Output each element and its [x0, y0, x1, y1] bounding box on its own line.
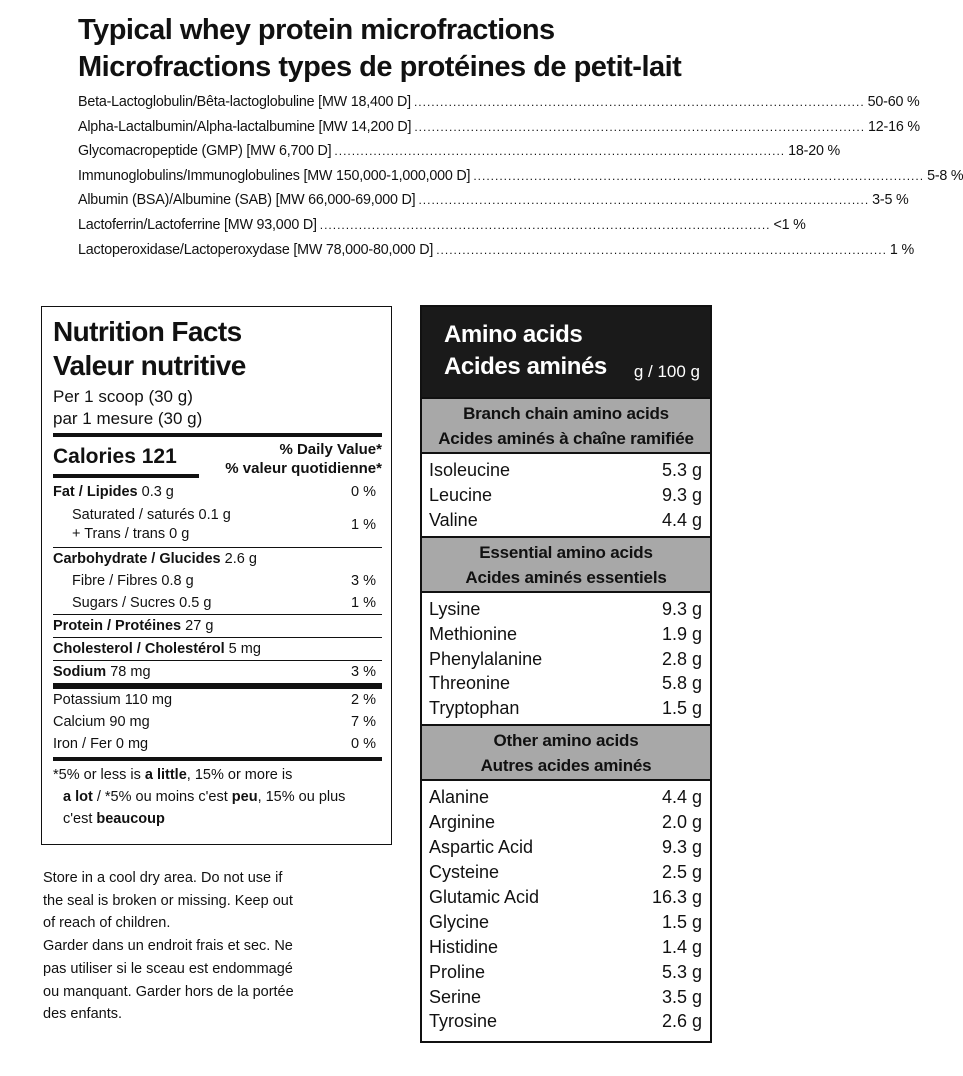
- microfraction-row: [78, 241, 914, 267]
- microfraction-value: 18-20 %: [788, 143, 840, 160]
- nutrition-title-en: Nutrition Facts: [53, 316, 242, 347]
- serving-size-en: Per 1 scoop (30 g): [53, 387, 193, 406]
- amino-row: [429, 960, 702, 985]
- nutrient-dv: 7 %: [351, 714, 376, 730]
- calories-row: [53, 437, 382, 481]
- amino-name: Threonine: [429, 673, 511, 694]
- amino-name: Tryptophan: [429, 698, 520, 719]
- amino-name: Phenylalanine: [429, 648, 543, 669]
- nutrient-row-fibre: [53, 570, 382, 592]
- amino-acids-header: [422, 307, 710, 397]
- amino-section-header-other: [422, 724, 710, 781]
- amino-name: Histidine: [429, 936, 499, 957]
- iron-label: Iron / Fer 0 mg: [53, 736, 149, 752]
- nutrient-amount: 5 mg: [228, 641, 261, 657]
- potassium-label: Potassium 110 mg: [53, 692, 173, 708]
- microfraction-label: Lactoperoxidase/Lactoperoxydase [MW 78,000-80,000 D]: [78, 241, 434, 258]
- microfraction-row: [78, 192, 909, 217]
- footnote-text: *5% or less is: [53, 767, 145, 783]
- microfractions-title-en: Typical whey protein microfractions: [78, 14, 555, 46]
- amino-value: 2.8 g: [661, 648, 702, 669]
- leader-dots: ........................................................................................................: [319, 217, 771, 232]
- microfraction-value: 50-60 %: [867, 94, 920, 110]
- amino-value: 16.3 g: [651, 886, 702, 907]
- microfraction-row: [78, 118, 920, 144]
- calcium-label: Calcium 90 mg: [53, 714, 150, 730]
- leader-dots: ........................................................................................................: [413, 95, 865, 109]
- amino-row: [429, 935, 702, 960]
- amino-name: Valine: [429, 509, 478, 530]
- microfractions-list: [78, 94, 963, 266]
- amino-value: 2.5 g: [661, 861, 702, 882]
- amino-value: 1.9 g: [661, 623, 702, 644]
- nutrient-row-carbohydrate: [53, 548, 382, 570]
- section-title-fr: Acides aminés essentiels: [465, 567, 667, 587]
- microfractions-title-fr: Microfractions types de protéines de petit-lait: [78, 51, 682, 83]
- amino-name: Alanine: [429, 787, 490, 808]
- nutrient-row-calcium: [53, 711, 382, 733]
- microfraction-row: [78, 167, 963, 193]
- daily-value-header: [225, 437, 382, 481]
- trans-label: + Trans / trans 0 g: [72, 526, 190, 542]
- microfraction-row: [78, 143, 840, 168]
- section-title-fr: Acides aminés à chaîne ramifiée: [438, 429, 694, 448]
- storage-instructions-en: Store in a cool dry area. Do not use if the seal is broken or missing. Keep out of reach of children.: [43, 870, 293, 932]
- nutrient-row-potassium: [53, 689, 382, 711]
- calories-label: Calories 121: [53, 437, 177, 481]
- nutrient-dv: 3 %: [351, 573, 376, 589]
- leader-dots: ........................................................................................................: [414, 119, 866, 134]
- nutrient-row-saturated-trans: [53, 503, 382, 547]
- amino-section-header-essential: [422, 536, 710, 593]
- nutrient-row-fat: [53, 481, 382, 503]
- amino-value: 4.4 g: [661, 787, 702, 808]
- microfractions-section: [78, 12, 963, 266]
- amino-row: [429, 622, 702, 647]
- amino-value: 1.5 g: [661, 698, 702, 719]
- fibre-label: Fibre / Fibres 0.8 g: [72, 573, 194, 589]
- nutrient-amount: 27 g: [185, 618, 214, 634]
- amino-value: 5.3 g: [661, 460, 702, 480]
- section-title-en: Other amino acids: [493, 731, 639, 751]
- amino-row: [429, 458, 702, 483]
- amino-name: Lysine: [429, 598, 481, 619]
- footnote-emphasis: beaucoup: [96, 811, 165, 827]
- amino-acids-unit: g / 100 g: [633, 362, 700, 381]
- nutrient-row-protein: [53, 615, 382, 637]
- amino-value: 9.3 g: [661, 837, 702, 858]
- amino-row: [429, 696, 702, 721]
- nutrient-amount: 78 mg: [110, 664, 151, 680]
- amino-row: [429, 835, 702, 860]
- footnote-emphasis: peu: [231, 789, 258, 805]
- nutrition-title-fr: Valeur nutritive: [53, 350, 246, 381]
- microfraction-value: <1 %: [773, 216, 806, 233]
- nutrient-row-sugars: [53, 592, 382, 614]
- microfraction-label: Immunoglobulins/Immunoglobulines [MW 150,000-1,000,000 D]: [78, 167, 471, 184]
- amino-name: Glycine: [429, 911, 490, 932]
- amino-row: [429, 885, 702, 910]
- nutrient-name: Sodium: [53, 664, 107, 680]
- nutrient-dv: 0 %: [351, 484, 376, 500]
- daily-value-header-en: % Daily Value*: [279, 441, 382, 458]
- amino-row: [429, 647, 702, 672]
- leader-dots: ........................................................................................................: [418, 193, 870, 208]
- nutrition-title: [53, 315, 382, 383]
- footnote-text: / *5% ou moins c'est: [92, 789, 232, 805]
- amino-name: Arginine: [429, 812, 496, 833]
- nutrient-name: Protein / Protéines: [53, 618, 182, 634]
- amino-name: Tyrosine: [429, 1011, 498, 1032]
- amino-name: Leucine: [429, 484, 493, 505]
- amino-value: 3.5 g: [661, 986, 702, 1007]
- nutrient-dv: 3 %: [351, 664, 376, 680]
- microfraction-row: [78, 94, 920, 119]
- microfraction-value: 1 %: [889, 241, 914, 258]
- microfraction-row: [78, 216, 806, 242]
- microfraction-label: Glycomacropeptide (GMP) [MW 6,700 D]: [78, 143, 332, 160]
- daily-value-footnote: [53, 761, 382, 830]
- amino-list-other: [422, 781, 710, 1037]
- amino-row: [429, 810, 702, 835]
- section-title-en: Essential amino acids: [479, 542, 653, 562]
- amino-name: Aspartic Acid: [429, 837, 534, 858]
- amino-value: 1.5 g: [661, 911, 702, 932]
- nutrient-dv: 2 %: [351, 692, 376, 708]
- amino-row: [429, 671, 702, 696]
- amino-acids-panel: [420, 305, 712, 1043]
- daily-value-header-fr: % valeur quotidienne*: [225, 460, 382, 477]
- microfraction-value: 5-8 %: [927, 167, 963, 184]
- nutrient-name: Carbohydrate / Glucides: [53, 551, 221, 567]
- nutrient-dv: 1 %: [351, 517, 376, 533]
- amino-acids-title-en: Amino acids: [444, 321, 583, 348]
- footnote-text: , 15% or more is: [186, 767, 293, 783]
- amino-value: 1.4 g: [661, 936, 702, 957]
- saturated-label: Saturated / saturés 0.1 g: [72, 507, 231, 523]
- footnote-text: c'est: [63, 811, 97, 827]
- microfraction-label: Beta-Lactoglobulin/Bêta-lactoglobuline [MW 18,400 D]: [78, 94, 411, 110]
- footnote-emphasis: a lot: [63, 789, 93, 805]
- amino-value: 9.3 g: [661, 484, 702, 505]
- amino-name: Glutamic Acid: [429, 886, 540, 907]
- amino-value: 5.8 g: [661, 673, 702, 694]
- section-title-fr: Autres acides aminés: [480, 756, 652, 776]
- nutrient-dv: 0 %: [351, 736, 376, 752]
- amino-row: [429, 1009, 702, 1034]
- microfraction-value: 12-16 %: [868, 118, 920, 135]
- amino-name: Proline: [429, 961, 486, 982]
- nutrient-row-cholesterol: [53, 638, 382, 660]
- amino-value: 5.3 g: [661, 961, 702, 982]
- nutrient-name: Cholesterol / Cholestérol: [53, 641, 225, 657]
- amino-row: [429, 785, 702, 810]
- microfraction-value: 3-5 %: [872, 192, 909, 209]
- microfraction-label: Lactoferrin/Lactoferrine [MW 93,000 D]: [78, 216, 317, 233]
- section-title-en: Branch chain amino acids: [463, 404, 669, 423]
- serving-size-fr: par 1 mesure (30 g): [53, 409, 203, 428]
- amino-section-header-branch-chain: [422, 397, 710, 454]
- amino-value: 2.0 g: [661, 812, 702, 833]
- amino-row: [429, 910, 702, 935]
- storage-instructions: [43, 867, 303, 1026]
- amino-list-essential: [422, 593, 710, 725]
- nutrient-dv: 1 %: [351, 595, 376, 611]
- leader-dots: ........................................................................................................: [436, 242, 887, 257]
- amino-row: [429, 860, 702, 885]
- amino-acids-title-fr: Acides aminés: [444, 353, 607, 380]
- microfraction-label: Albumin (BSA)/Albumine (SAB) [MW 66,000-69,000 D]: [78, 192, 416, 209]
- amino-row: [429, 508, 702, 533]
- amino-list-branch-chain: [422, 454, 710, 536]
- microfraction-label: Alpha-Lactalbumin/Alpha-lactalbumine [MW 14,200 D]: [78, 118, 412, 135]
- nutrient-amount: 2.6 g: [224, 551, 257, 567]
- nutrient-row-iron: [53, 733, 382, 755]
- nutrient-amount: 0.3 g: [141, 484, 174, 500]
- nutrition-facts-panel: [41, 306, 392, 845]
- serving-size: [53, 386, 382, 430]
- nutrient-name: Fat / Lipides: [53, 484, 138, 500]
- amino-row: [429, 483, 702, 508]
- amino-name: Methionine: [429, 623, 518, 644]
- sugars-label: Sugars / Sucres 0.5 g: [72, 595, 212, 611]
- amino-value: 4.4 g: [661, 509, 702, 530]
- amino-name: Isoleucine: [429, 460, 511, 480]
- amino-row: [429, 985, 702, 1010]
- amino-row: [429, 597, 702, 622]
- amino-acids-title: [444, 319, 607, 383]
- footnote-text: , 15% ou plus: [257, 789, 346, 805]
- amino-value: 9.3 g: [661, 598, 702, 619]
- amino-value: 2.6 g: [661, 1011, 702, 1032]
- footnote-emphasis: a little: [144, 767, 187, 783]
- amino-name: Cysteine: [429, 861, 500, 882]
- leader-dots: ........................................................................................................: [473, 168, 925, 183]
- amino-name: Serine: [429, 986, 482, 1007]
- leader-dots: ........................................................................................................: [334, 144, 786, 159]
- nutrient-row-sodium: [53, 661, 382, 683]
- storage-instructions-fr: Garder dans un endroit frais et sec. Ne pas utiliser si le sceau est endommagé ou manquant. Garder hors de la portée des enfants.: [43, 938, 294, 1023]
